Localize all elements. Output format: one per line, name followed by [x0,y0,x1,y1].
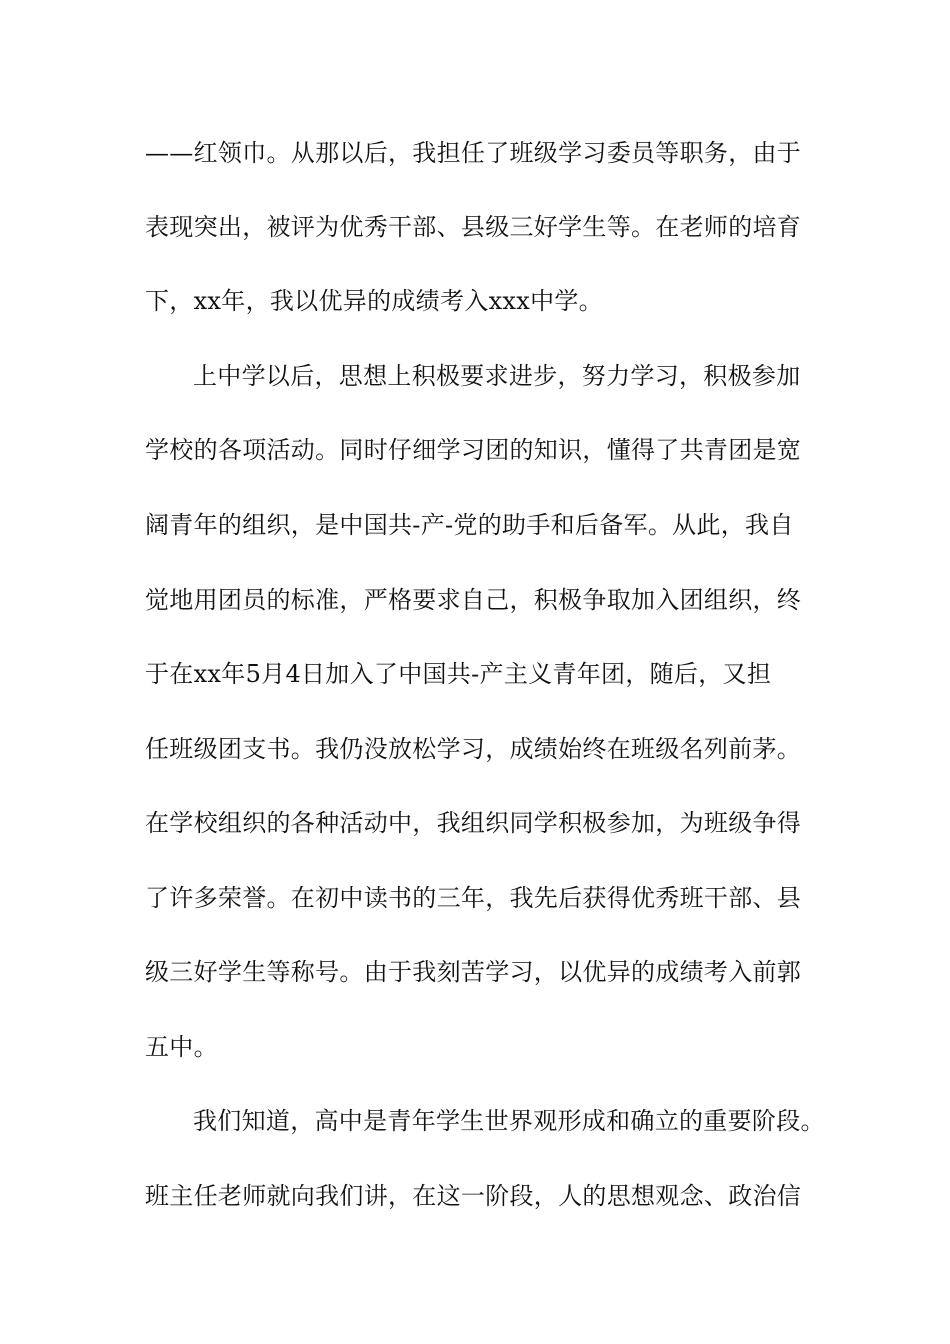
text-line: 下，xx年，我以优异的成绩考入xxx中学。 [145,287,603,315]
text-line: 五中。 [145,1033,218,1061]
text-line: 任班级团支书。我仍没放松学习，成绩始终在班级名列前茅。 [145,735,802,763]
text-line: 了许多荣誉。在初中读书的三年，我先后获得优秀班干部、县 [145,884,802,912]
text-line: 觉地用团员的标准，严格要求自己，积极争取加入团组织，终 [145,586,802,614]
text-line: 级三好学生等称号。由于我刻苦学习，以优异的成绩考入前郭 [145,958,802,986]
text-line: ——红领巾。从那以后，我担任了班级学习委员等职务，由于 [145,139,802,167]
text-line: 表现突出，被评为优秀干部、县级三好学生等。在老师的培育 [145,213,802,241]
paragraph-start-line: 上中学以后，思想上积极要求进步，努力学习，积极参加 [193,362,801,390]
text-line: 于在xx年5月4日加入了中国共-产主义青年团，随后，又担 [145,660,772,688]
text-line: 在学校组织的各种活动中，我组织同学积极参加，为班级争得 [145,809,802,837]
text-line: 阔青年的组织，是中国共-产-党的助手和后备军。从此，我自 [145,511,794,539]
paragraph-start-line: 我们知道，高中是青年学生世界观形成和确立的重要阶段。 [193,1107,825,1135]
text-line: 班主任老师就向我们讲，在这一阶段，人的思想观念、政治信 [145,1182,802,1210]
text-line: 学校的各项活动。同时仔细学习团的知识，懂得了共青团是宽 [145,436,802,464]
